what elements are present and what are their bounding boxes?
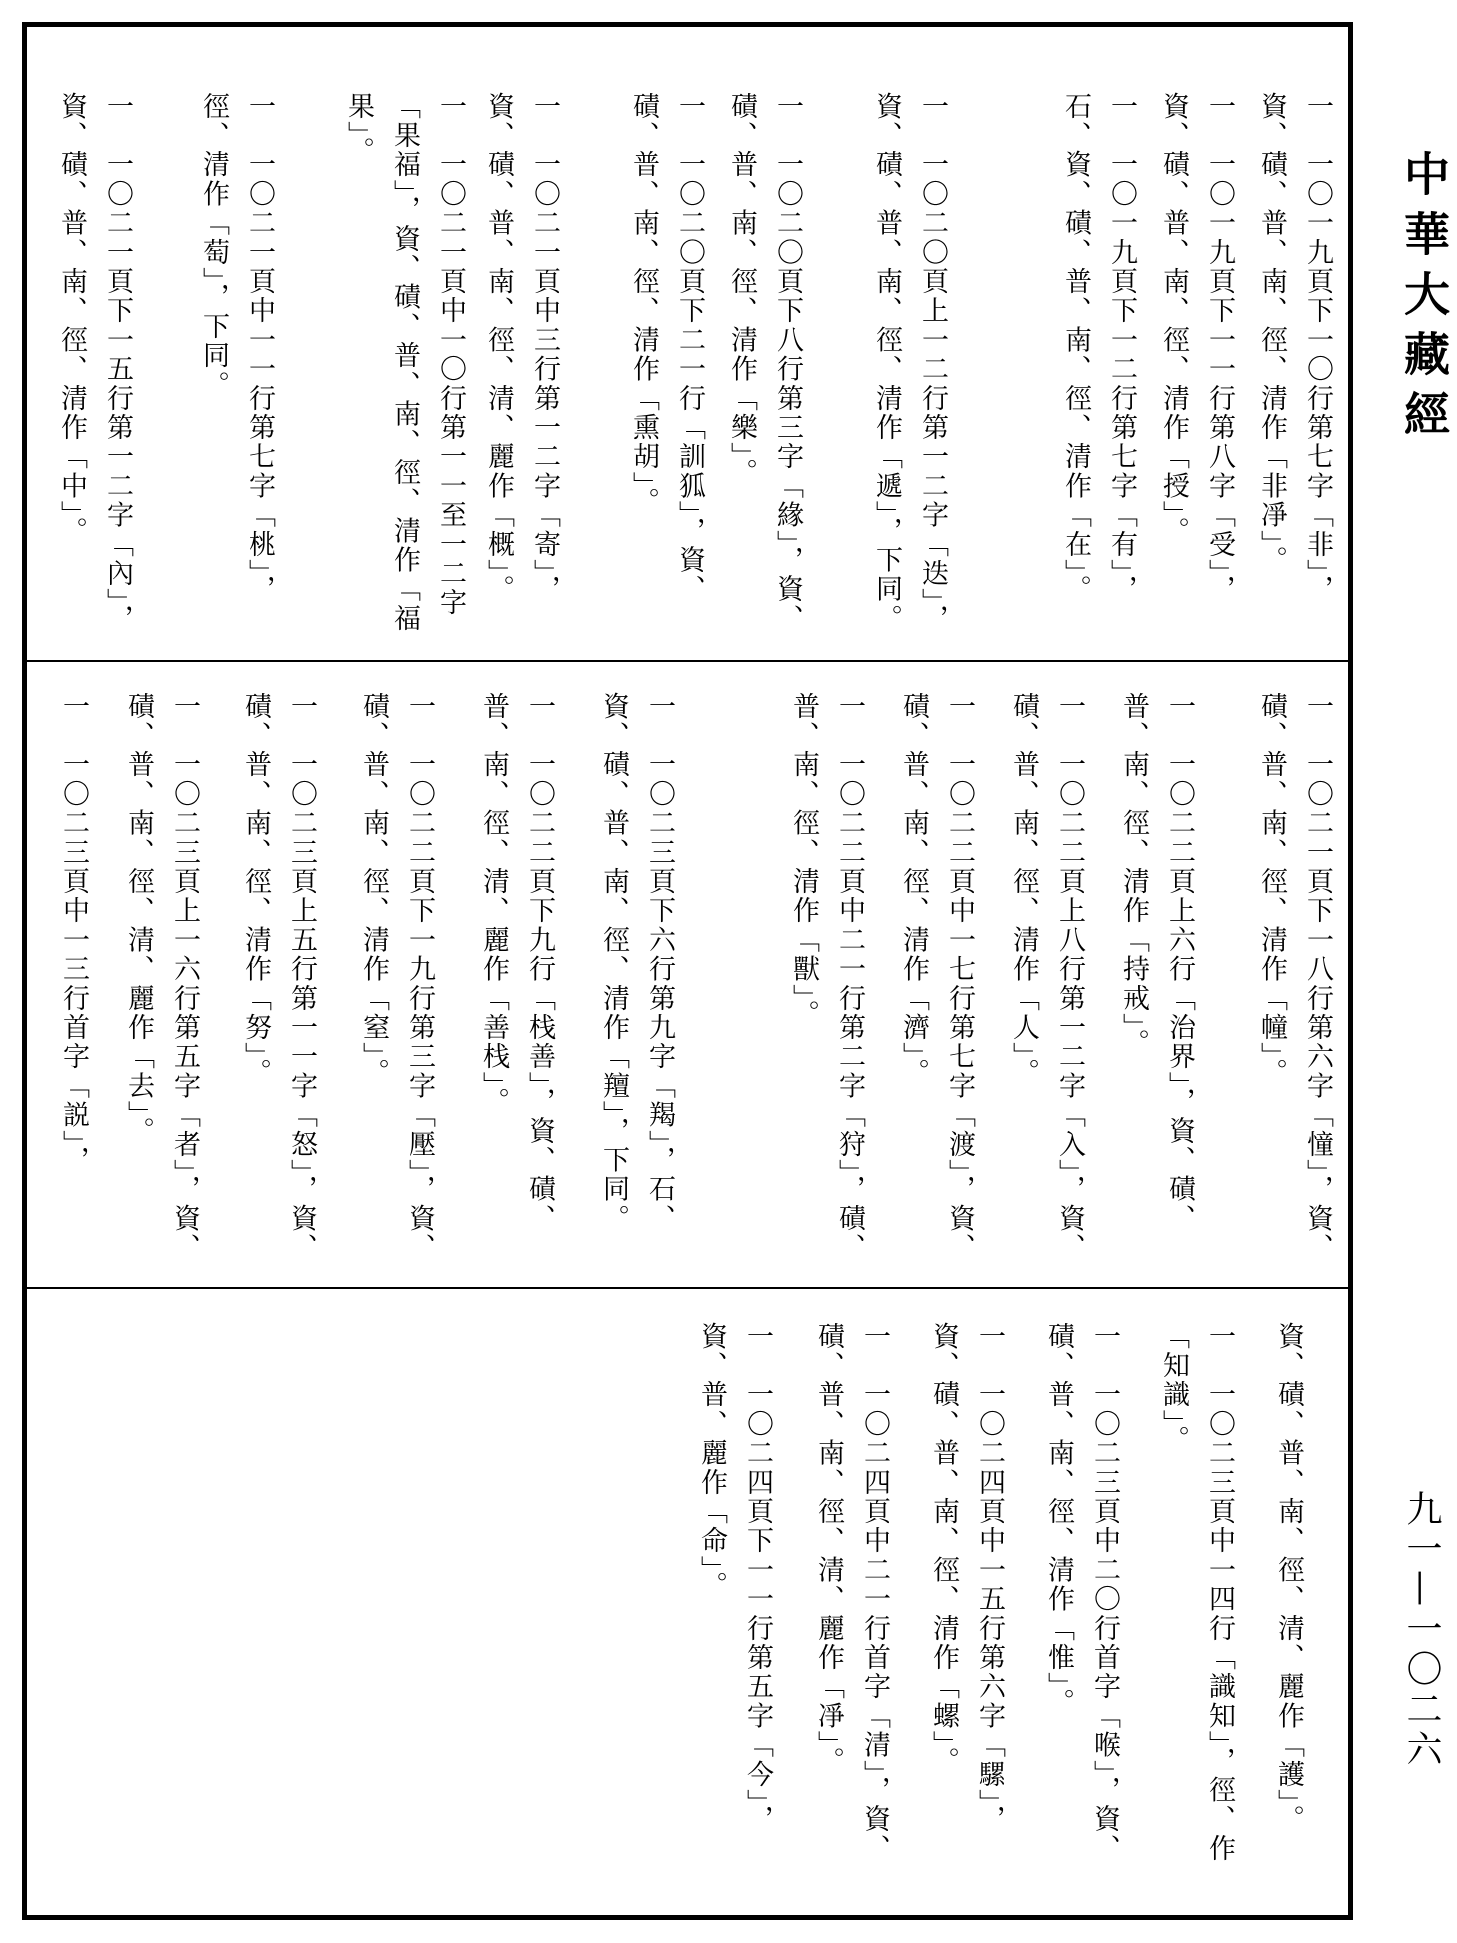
collation-note: 一 一〇二四頁中二一行首字「清」，資、磧、普、南、徑、清、麗作「凈」。: [813, 1322, 890, 1864]
section-divider: [26, 660, 1349, 662]
collation-note: 一 一〇二三頁下六行第九字「羯」，石、資、磧、普、南、徑、清作「羶」，下同。: [598, 692, 675, 1234]
collation-note: 一 一〇二二頁上八行第一二字「入」，資、磧、普、南、徑、清作「人」。: [1008, 692, 1085, 1263]
collation-note: 一 一〇二二頁上六行「治界」，資、磧、普、南、徑、清作「持戒」。: [1118, 692, 1195, 1234]
collation-note: 一 一〇二二頁下一九行第三字「壓」，資、磧、普、南、徑、清作「窒」。: [358, 692, 435, 1263]
collation-note: 一 一〇二〇頁下二一行「訓狐」，資、磧、普、南、徑、清作「熏胡」。: [628, 92, 705, 605]
collation-note: 資、磧、普、南、徑、清、麗作「護」。: [1273, 1322, 1304, 1835]
collation-note: 一 一〇二三頁中一三行首字「説」，: [58, 692, 89, 1175]
collation-note: 一 一〇一九頁下一一行第八字「受」，資、磧、普、南、徑、清作「授」。: [1158, 92, 1235, 605]
page-number: 九一—一〇二六: [1401, 1490, 1442, 1770]
collation-note: 一 一〇二四頁下一一行第五字「今」，資、普、麗作「命」。: [696, 1322, 773, 1835]
collation-note: 一 一〇二二頁下九行「栈善」，資、磧、普、南、徑、清、麗作「善栈」。: [478, 692, 555, 1234]
collation-note: 一 一〇二三頁上五行第一一字「怒」，資、磧、普、南、徑、清作「努」。: [240, 692, 317, 1263]
collation-note: 一 一〇二三頁上一六行第五字「者」，資、磧、普、南、徑、清、麗作「去」。: [123, 692, 200, 1263]
collation-note: 一 一〇二一頁下一八行第六字「憧」，資、磧、普、南、徑、清作「幢」。: [1256, 692, 1333, 1263]
collection-title: 中華大藏經: [1397, 150, 1451, 450]
collation-note: 一 一〇二一頁下一五行第一二字「內」，資、磧、普、南、徑、清作「中」。: [56, 92, 133, 634]
section-divider: [26, 1287, 1349, 1289]
collation-note: 一 一〇二〇頁下八行第三字「緣」，資、磧、普、南、徑、清作「樂」。: [726, 92, 803, 634]
collation-note: 一 一〇二〇頁上一二行第一二字「迭」，資、磧、普、南、徑、清作「遞」，下同。: [871, 92, 948, 634]
collation-note: 一 一〇一九頁下一二行第七字「有」，石、資、磧、普、南、徑、清作「在」。: [1060, 92, 1137, 605]
collation-note: 一 一〇二一頁中一一行第七字「桃」，徑、清作「萄」，下同。: [198, 92, 275, 605]
collation-note: 一 一〇二二頁中一七行第七字「渡」，資、磧、普、南、徑、清作「濟」。: [898, 692, 975, 1263]
collation-note: 一 一〇二二頁中二一行第二字「狩」，磧、普、南、徑、清作「獸」。: [788, 692, 865, 1263]
collation-note: 一 一〇二一頁中一〇行第一一至一二字「果福」，資、磧、普、南、徑、清作「福果」。: [343, 92, 466, 634]
collation-note: 一 一〇二三頁中二〇行首字「喉」，資、磧、普、南、徑、清作「惟」。: [1043, 1322, 1120, 1864]
collation-note: 一 一〇二三頁中一四行「識知」，徑、作「知識」。: [1158, 1322, 1235, 1864]
collation-note: 一 一〇一九頁下一〇行第七字「非」，資、磧、普、南、徑、清作「非凈」。: [1256, 92, 1333, 605]
collation-note: 一 一〇二四頁中一五行第六字「騾」，資、磧、普、南、徑、清作「螺」。: [928, 1322, 1005, 1835]
collation-note: 一 一〇二一頁中三行第一二字「寄」，資、磧、普、南、徑、清、麗作「概」。: [483, 92, 560, 605]
